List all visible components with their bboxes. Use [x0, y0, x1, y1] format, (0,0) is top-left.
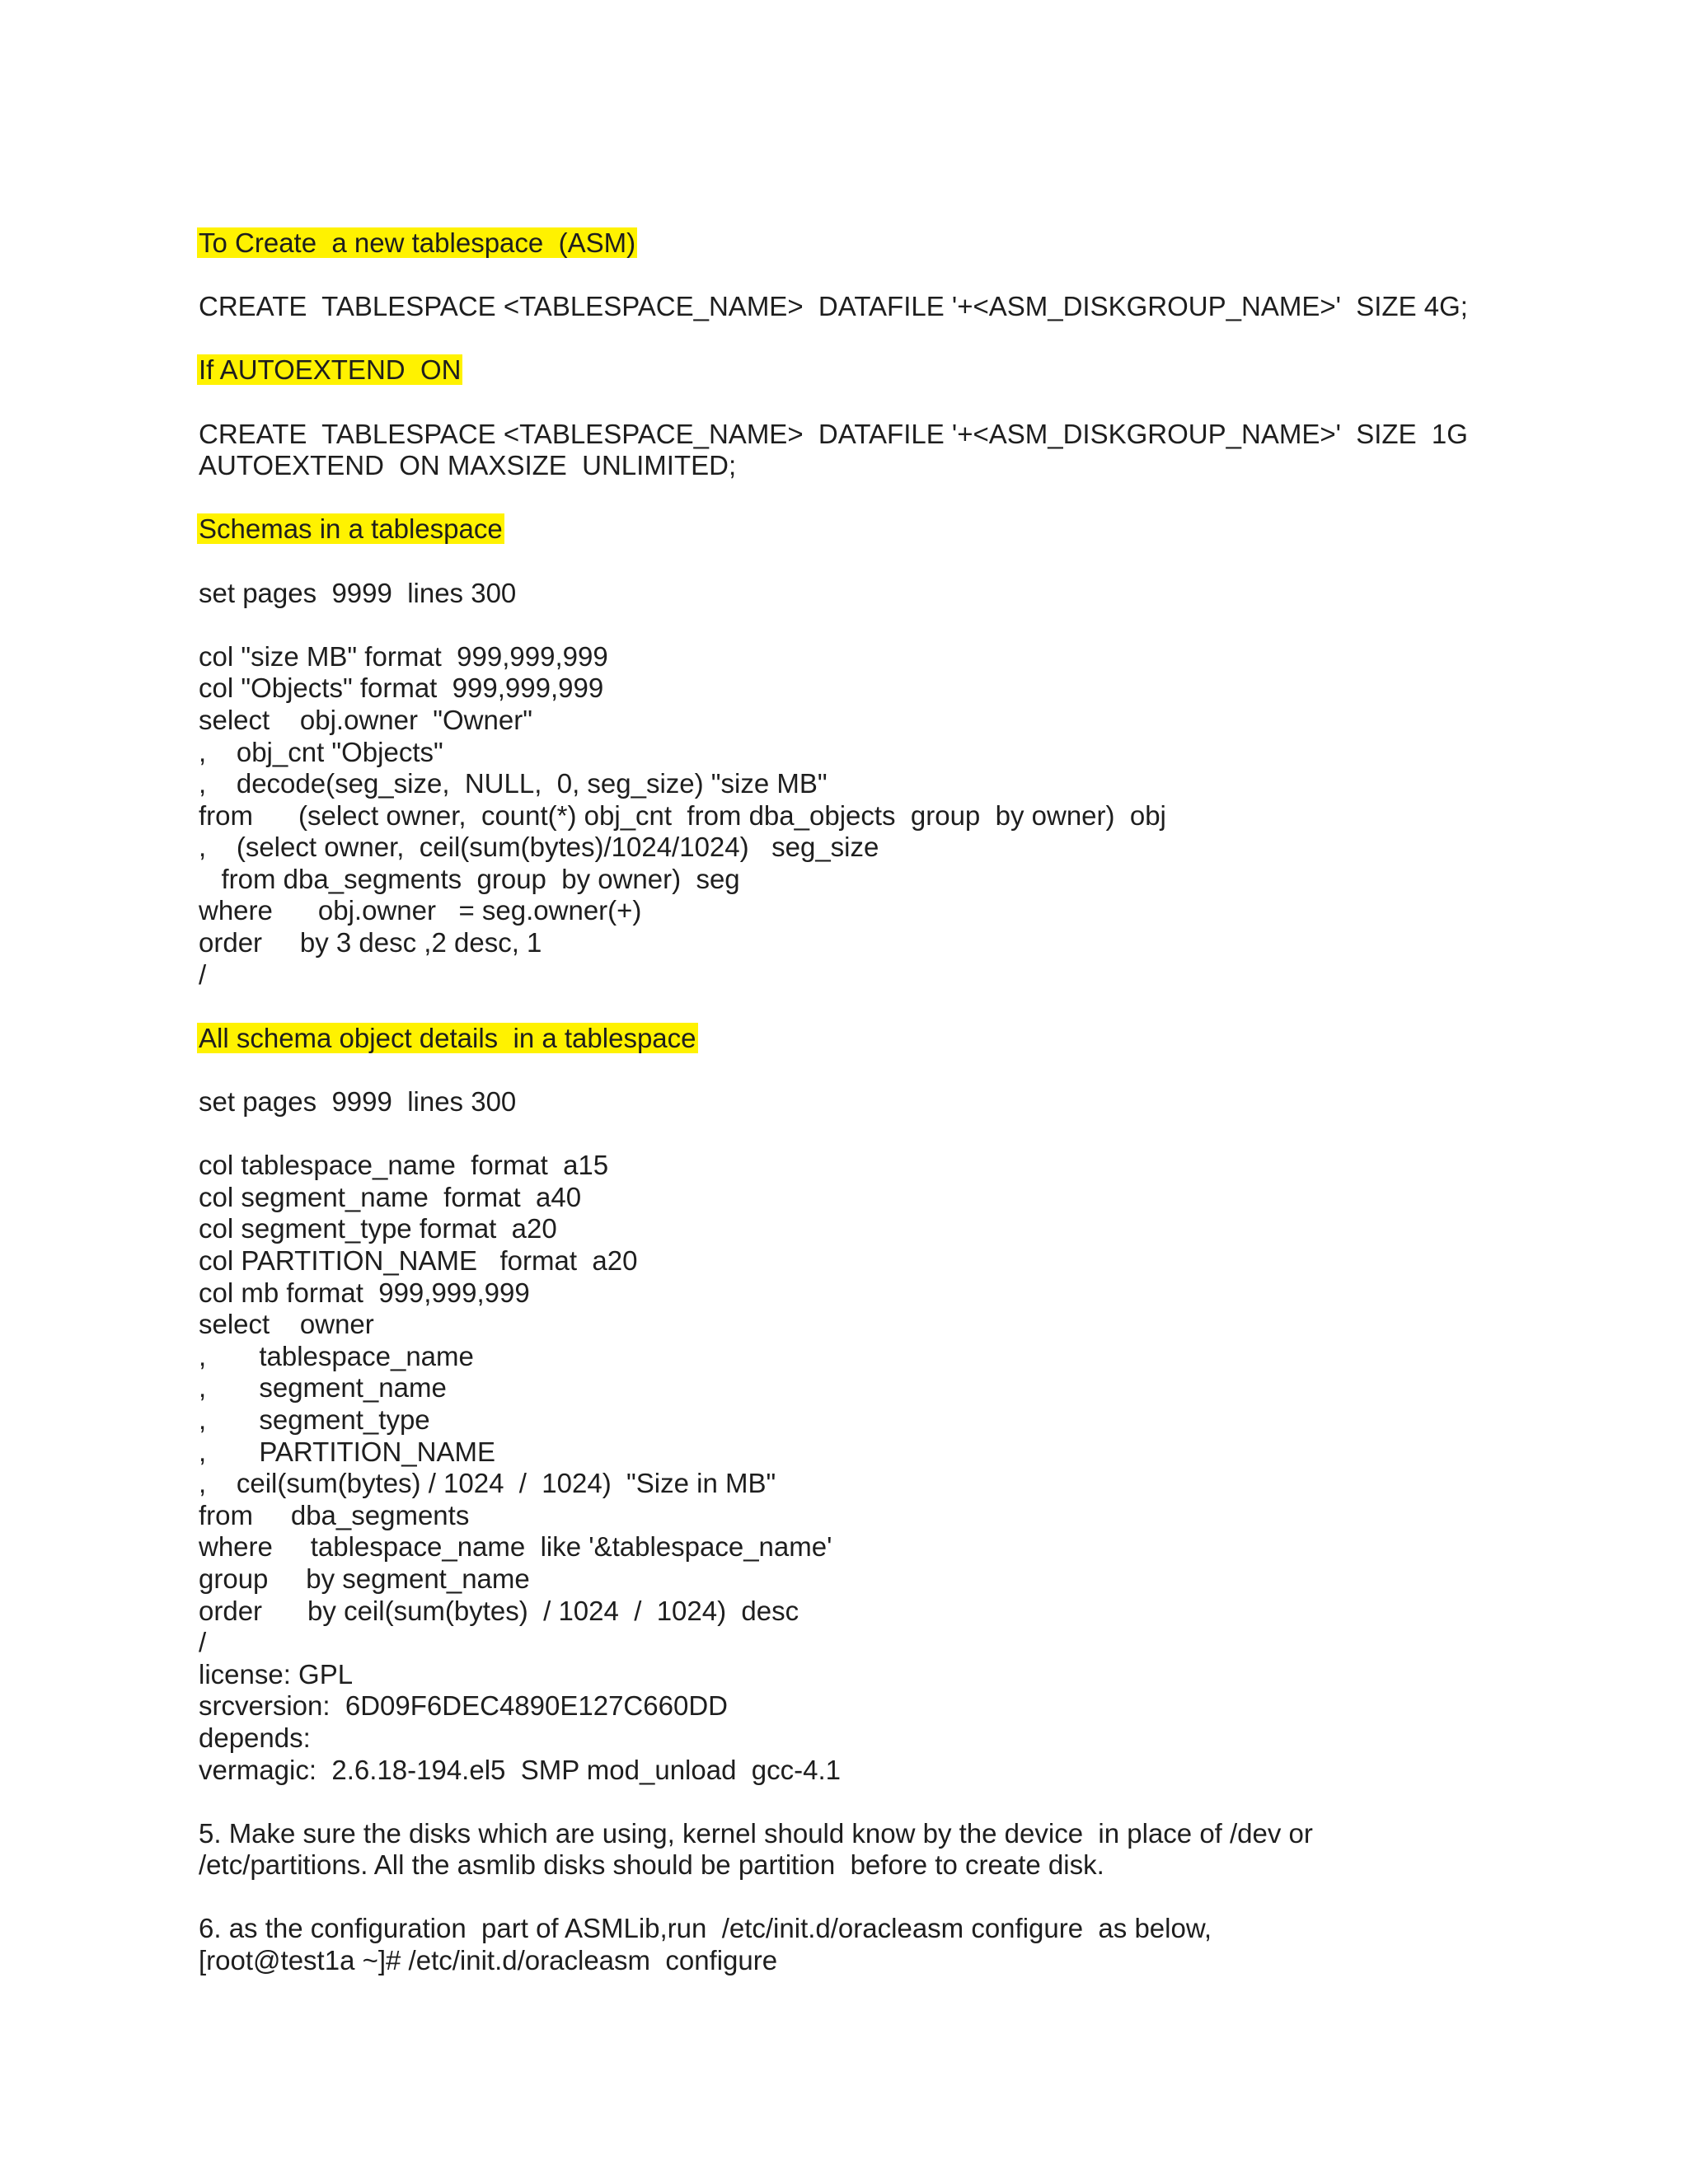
highlight: If AUTOEXTEND ON: [199, 354, 462, 386]
sql-line: col "size MB" format 999,999,999: [199, 640, 608, 672]
sql-line: from dba_segments: [199, 1499, 470, 1530]
section-heading-create-tablespace: [199, 227, 1517, 260]
sql-line: CREATE TABLESPACE <TABLESPACE_NAME> DATAFILE '+<ASM_DISKGROUP_NAME>' SIZE 1G: [199, 418, 1468, 449]
sql-line: , PARTITION_NAME: [199, 1436, 496, 1467]
sql-line: order by 3 desc ,2 desc, 1: [199, 927, 542, 958]
sql-line: /: [199, 958, 207, 990]
sql-line: col segment_type format a20: [199, 1213, 557, 1244]
sql-line: where tablespace_name like '&tablespace_name': [199, 1531, 832, 1563]
spacer: [199, 1118, 1517, 1151]
sql-line: select obj.owner "Owner": [199, 704, 532, 735]
spacer: [199, 323, 1517, 355]
section-heading-schemas: [199, 513, 1517, 546]
section-heading-all-objects: [199, 1023, 1517, 1055]
sql-line: col mb format 999,999,999: [199, 1277, 530, 1308]
sql-line: , decode(seg_size, NULL, 0, seg_size) "size MB": [199, 768, 828, 799]
spacer: [199, 991, 1517, 1023]
text-line: depends:: [199, 1722, 311, 1753]
spacer: [199, 546, 1517, 578]
sql-line: from dba_segments group by owner) seg: [199, 863, 740, 894]
sql-line: , obj_cnt "Objects": [199, 736, 443, 767]
document-content: [199, 227, 1517, 1977]
sql-line: col PARTITION_NAME format a20: [199, 1245, 638, 1276]
highlight: All schema object details in a tablespace: [199, 1022, 696, 1053]
sql-line: , segment_name: [199, 1372, 447, 1404]
sql-line: set pages 9999 lines 300: [199, 577, 517, 608]
paragraph-line: 6. as the configuration part of ASMLib,run /etc/init.d/oracleasm configure as below,: [199, 1913, 1212, 1944]
sql-line: set pages 9999 lines 300: [199, 1086, 517, 1118]
spacer: [199, 609, 1517, 641]
paragraph-line: 5. Make sure the disks which are using, kernel should know by the device in place of /dev or: [199, 1817, 1313, 1849]
spacer: [199, 1054, 1517, 1086]
sql-line: AUTOEXTEND ON MAXSIZE UNLIMITED;: [199, 450, 737, 481]
highlight: Schemas in a tablespace: [199, 513, 503, 545]
sql-line: , tablespace_name: [199, 1340, 474, 1371]
spacer: [199, 387, 1517, 419]
spacer: [199, 1882, 1517, 1914]
sql-line: where obj.owner = seg.owner(+): [199, 895, 642, 926]
section-heading-autoextend: [199, 354, 1517, 387]
sql-line: group by segment_name: [199, 1563, 530, 1594]
sql-line: col segment_name format a40: [199, 1181, 582, 1212]
sql-line: order by ceil(sum(bytes) / 1024 / 1024) desc: [199, 1595, 799, 1626]
text-line: srcversion: 6D09F6DEC4890E127C660DD: [199, 1690, 728, 1722]
sql-line: /: [199, 1627, 207, 1658]
text-line: license: GPL: [199, 1658, 354, 1690]
highlight: To Create a new tablespace (ASM): [199, 227, 636, 258]
spacer: [199, 1786, 1517, 1818]
spacer: [199, 260, 1517, 292]
sql-line: col tablespace_name format a15: [199, 1150, 609, 1181]
sql-line: CREATE TABLESPACE <TABLESPACE_NAME> DATAFILE '+<ASM_DISKGROUP_NAME>' SIZE 4G;: [199, 291, 1468, 322]
sql-line: , (select owner, ceil(sum(bytes)/1024/1024) seg_size: [199, 832, 879, 863]
sql-line: , ceil(sum(bytes) / 1024 / 1024) "Size in MB": [199, 1468, 776, 1499]
sql-line: select owner: [199, 1309, 374, 1340]
command-line: [root@test1a ~]# /etc/init.d/oracleasm configure: [199, 1945, 778, 1976]
sql-line: col "Objects" format 999,999,999: [199, 673, 604, 704]
sql-line: , segment_type: [199, 1404, 430, 1435]
text-line: vermagic: 2.6.18-194.el5 SMP mod_unload gcc-4.1: [199, 1754, 841, 1785]
paragraph-line: /etc/partitions. All the asmlib disks should be partition before to create disk.: [199, 1849, 1104, 1881]
sql-line: from (select owner, count(*) obj_cnt from dba_objects group by owner) obj: [199, 799, 1166, 831]
spacer: [199, 482, 1517, 514]
